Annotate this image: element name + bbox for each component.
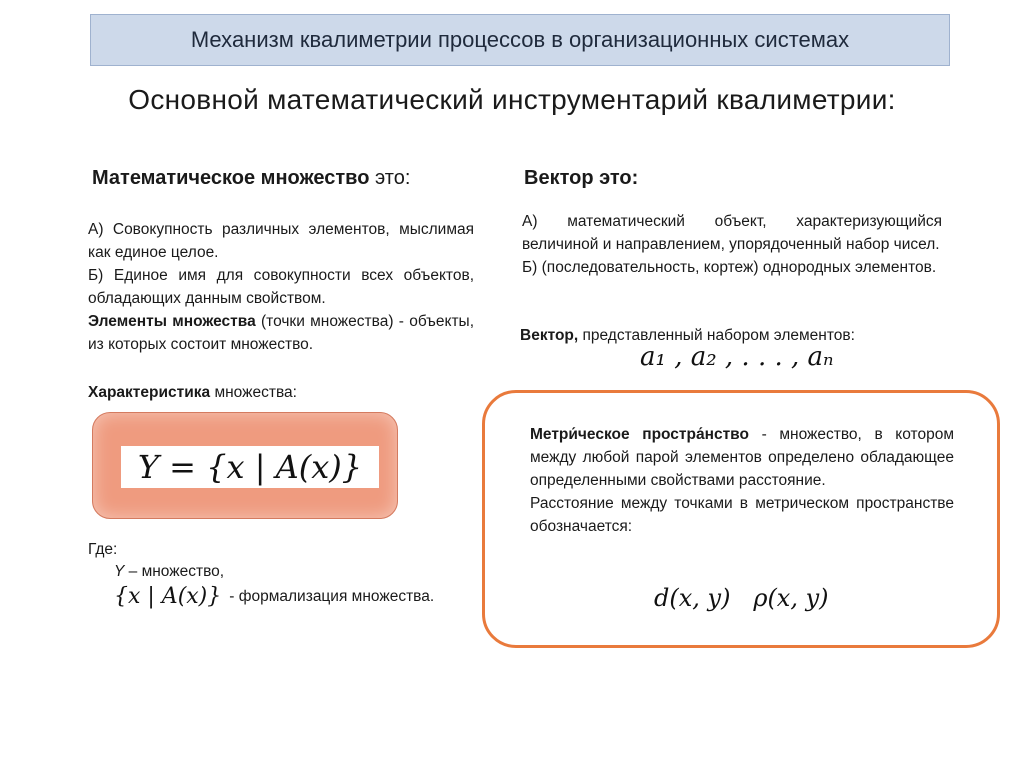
vector-formula: a₁ , a₂ , . . . , aₙ bbox=[640, 342, 834, 372]
vector-heading: Вектор это: bbox=[524, 167, 639, 189]
set-formalization-desc: - формализация множества. bbox=[229, 587, 435, 605]
set-formalization-line bbox=[114, 584, 434, 609]
characteristic-rest: множества: bbox=[210, 384, 297, 401]
metric-rest: - множество, в котором между любой парой элементов определено обладающее определенными свойствами расстояние. bbox=[530, 426, 954, 489]
characteristic-bold: Характеристика bbox=[88, 384, 211, 401]
vector-item-a: А) математический объект, характеризующийся величиной и направлением, упорядоченный набор чисел. bbox=[522, 213, 942, 253]
set-inline-formula: {x | A(x)} bbox=[114, 584, 222, 609]
set-elements-bold: Элементы множества bbox=[88, 313, 256, 330]
set-definition bbox=[88, 218, 474, 356]
vector-rest: представленный набором элементов: bbox=[578, 327, 855, 344]
slide-title: Механизм квалиметрии процессов в организационных системах bbox=[190, 27, 850, 52]
y-definition-line bbox=[114, 560, 224, 583]
y-description: – множество, bbox=[124, 563, 225, 580]
set-heading-rest: это: bbox=[369, 167, 411, 189]
vector-definition bbox=[522, 210, 942, 279]
vector-item-b: Б) (последовательность, кортеж) однородных элементов. bbox=[522, 259, 937, 276]
set-formula: Y = {x | A(x)} bbox=[121, 446, 379, 488]
distance-text: Расстояние между точками в метрическом пространстве обозначается: bbox=[530, 495, 954, 535]
metric-space-definition bbox=[530, 423, 954, 538]
set-item-b: Б) Единое имя для совокупности всех объектов, обладающих данным свойством. bbox=[88, 267, 474, 307]
metric-definition-line bbox=[530, 423, 954, 492]
distance-formula: d(x, y) ρ(x, y) bbox=[654, 584, 829, 612]
set-characteristic-label bbox=[88, 381, 297, 404]
set-elements-line bbox=[88, 310, 474, 356]
set-heading-bold: Математическое множество bbox=[92, 167, 370, 189]
set-heading bbox=[92, 167, 410, 190]
y-variable: Y bbox=[114, 563, 125, 580]
where-label: Где: bbox=[88, 541, 118, 558]
slide-subtitle: Основной математический инструментарий квалиметрии: bbox=[128, 84, 896, 115]
set-item-a: А) Совокупность различных элементов, мыслимая как единое целое. bbox=[88, 221, 474, 261]
vector-bold: Вектор, bbox=[520, 327, 579, 344]
metric-bold: Метри́ческое простра́нство bbox=[530, 426, 749, 443]
slide-title-banner bbox=[90, 14, 950, 66]
set-elements-rest: (точки множества) - объекты, из которых состоит множество. bbox=[88, 313, 474, 353]
